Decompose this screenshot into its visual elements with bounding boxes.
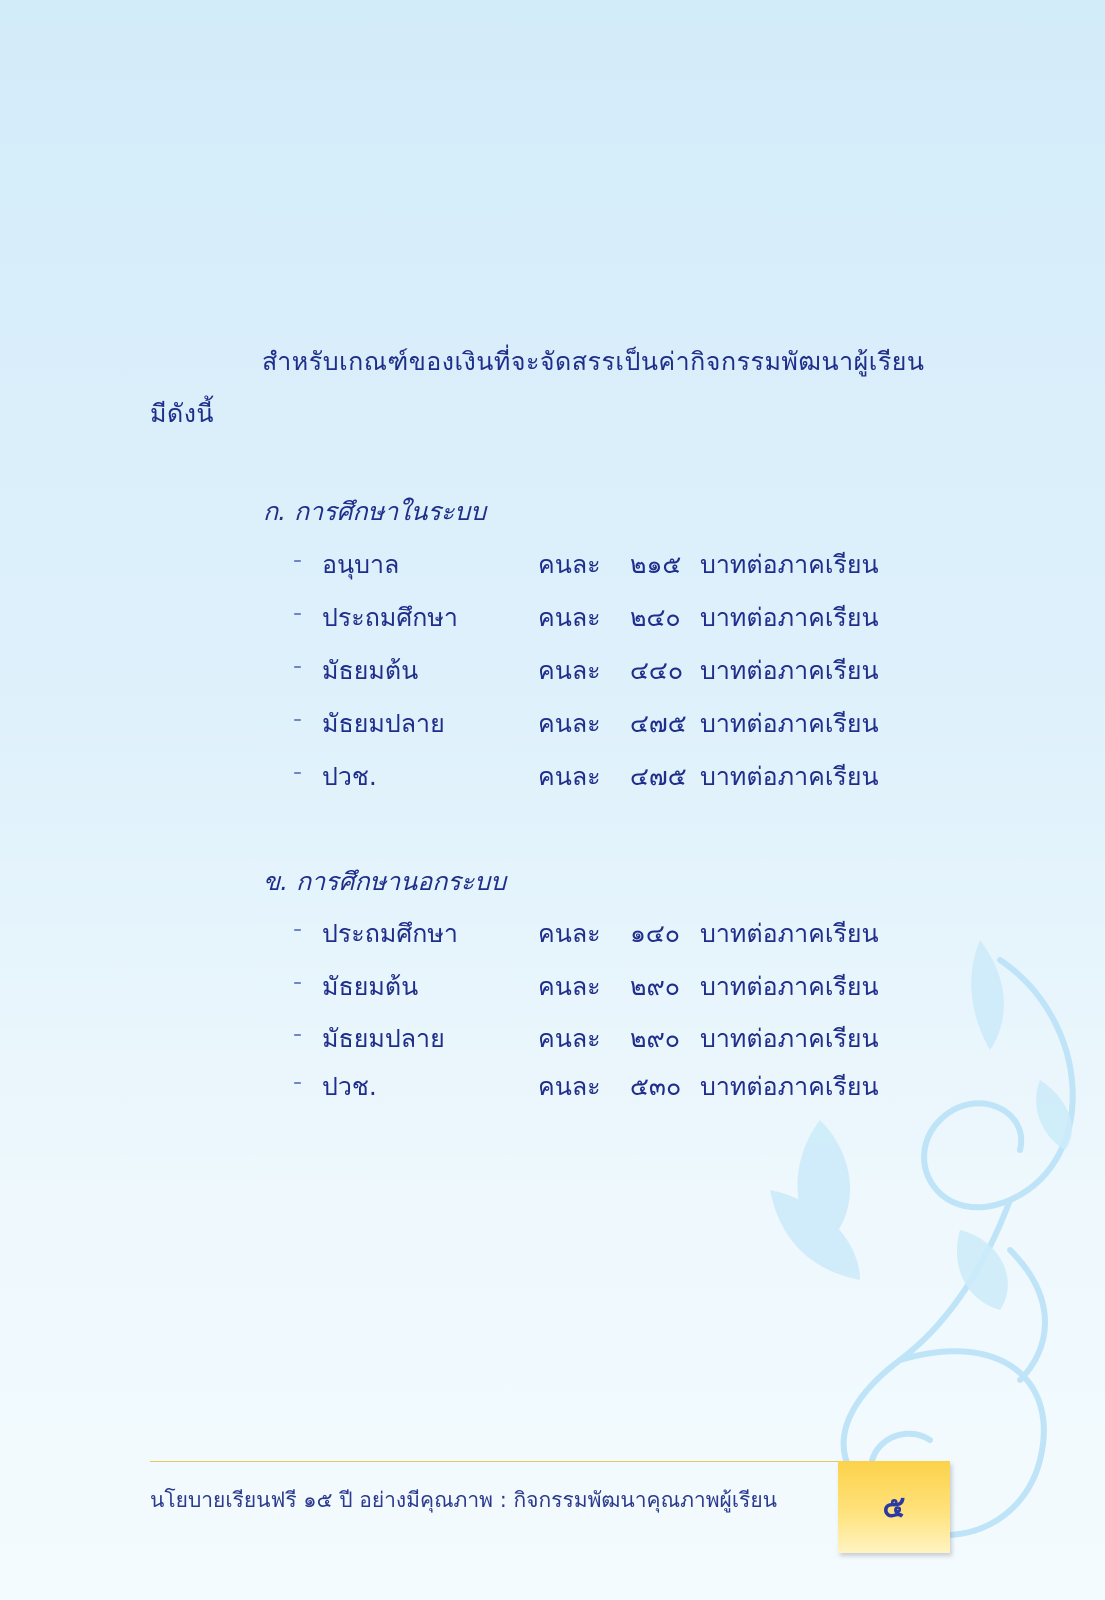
bullet-dash: -: [293, 1067, 303, 1096]
list-item: [0, 757, 1105, 797]
per-person-label: คนละ: [538, 762, 601, 791]
list-item: [0, 651, 1105, 691]
amount-value: ๒๙๐: [630, 1024, 681, 1053]
bullet-dash: -: [293, 1019, 303, 1048]
education-level: มัธยมปลาย: [322, 709, 445, 738]
education-level: ปวช.: [322, 1072, 377, 1101]
education-level: ประถมศึกษา: [322, 919, 458, 948]
list-item: [0, 967, 1105, 1007]
per-person-label: คนละ: [538, 550, 601, 579]
list-item: [0, 1019, 1105, 1059]
amount-unit: บาทต่อภาคเรียน: [700, 1024, 879, 1053]
per-person-label: คนละ: [538, 972, 601, 1001]
education-level: ประถมศึกษา: [322, 603, 458, 632]
bullet-dash: -: [293, 704, 303, 733]
bullet-dash: -: [293, 757, 303, 786]
bullet-dash: -: [293, 651, 303, 680]
bullet-dash: -: [293, 914, 303, 943]
amount-value: ๔๗๕: [630, 762, 687, 791]
amount-value: ๕๓๐: [630, 1072, 682, 1101]
page-number-box: [838, 1461, 950, 1553]
footer-divider: [150, 1461, 840, 1462]
intro-line-1: สำหรับเกณฑ์ของเงินที่จะจัดสรรเป็นค่ากิจกรรมพัฒนาผู้เรียน: [262, 347, 925, 376]
per-person-label: คนละ: [538, 1024, 601, 1053]
amount-value: ๔๗๕: [630, 709, 687, 738]
amount-unit: บาทต่อภาคเรียน: [700, 550, 879, 579]
per-person-label: คนละ: [538, 656, 601, 685]
amount-value: ๒๙๐: [630, 972, 681, 1001]
amount-unit: บาทต่อภาคเรียน: [700, 709, 879, 738]
bullet-dash: -: [293, 598, 303, 627]
section-b-heading: ข. การศึกษานอกระบบ: [263, 867, 506, 896]
amount-value: ๒๑๕: [630, 550, 682, 579]
page-number: ๕: [882, 1489, 906, 1525]
list-item: [0, 914, 1105, 954]
education-level: ปวช.: [322, 762, 377, 791]
intro-line-2: มีดังนี้: [150, 399, 215, 428]
list-item: [0, 598, 1105, 638]
education-level: มัธยมต้น: [322, 972, 419, 1001]
list-item: [0, 1067, 1105, 1107]
amount-unit: บาทต่อภาคเรียน: [700, 919, 879, 948]
per-person-label: คนละ: [538, 919, 601, 948]
list-item: [0, 704, 1105, 744]
amount-value: ๑๔๐: [630, 919, 681, 948]
bullet-dash: -: [293, 967, 303, 996]
amount-value: ๔๔๐: [630, 656, 684, 685]
education-level: มัธยมต้น: [322, 656, 419, 685]
amount-unit: บาทต่อภาคเรียน: [700, 656, 879, 685]
list-item: [0, 545, 1105, 585]
per-person-label: คนละ: [538, 603, 601, 632]
education-level: อนุบาล: [322, 550, 400, 579]
per-person-label: คนละ: [538, 1072, 601, 1101]
section-a-heading: ก. การศึกษาในระบบ: [263, 497, 487, 526]
amount-unit: บาทต่อภาคเรียน: [700, 762, 879, 791]
footer-running-title: นโยบายเรียนฟรี ๑๕ ปี อย่างมีคุณภาพ : กิจกรรมพัฒนาคุณภาพผู้เรียน: [150, 1488, 777, 1512]
bullet-dash: -: [293, 545, 303, 574]
education-level: มัธยมปลาย: [322, 1024, 445, 1053]
amount-unit: บาทต่อภาคเรียน: [700, 603, 879, 632]
amount-value: ๒๔๐: [630, 603, 681, 632]
amount-unit: บาทต่อภาคเรียน: [700, 1072, 879, 1101]
per-person-label: คนละ: [538, 709, 601, 738]
amount-unit: บาทต่อภาคเรียน: [700, 972, 879, 1001]
